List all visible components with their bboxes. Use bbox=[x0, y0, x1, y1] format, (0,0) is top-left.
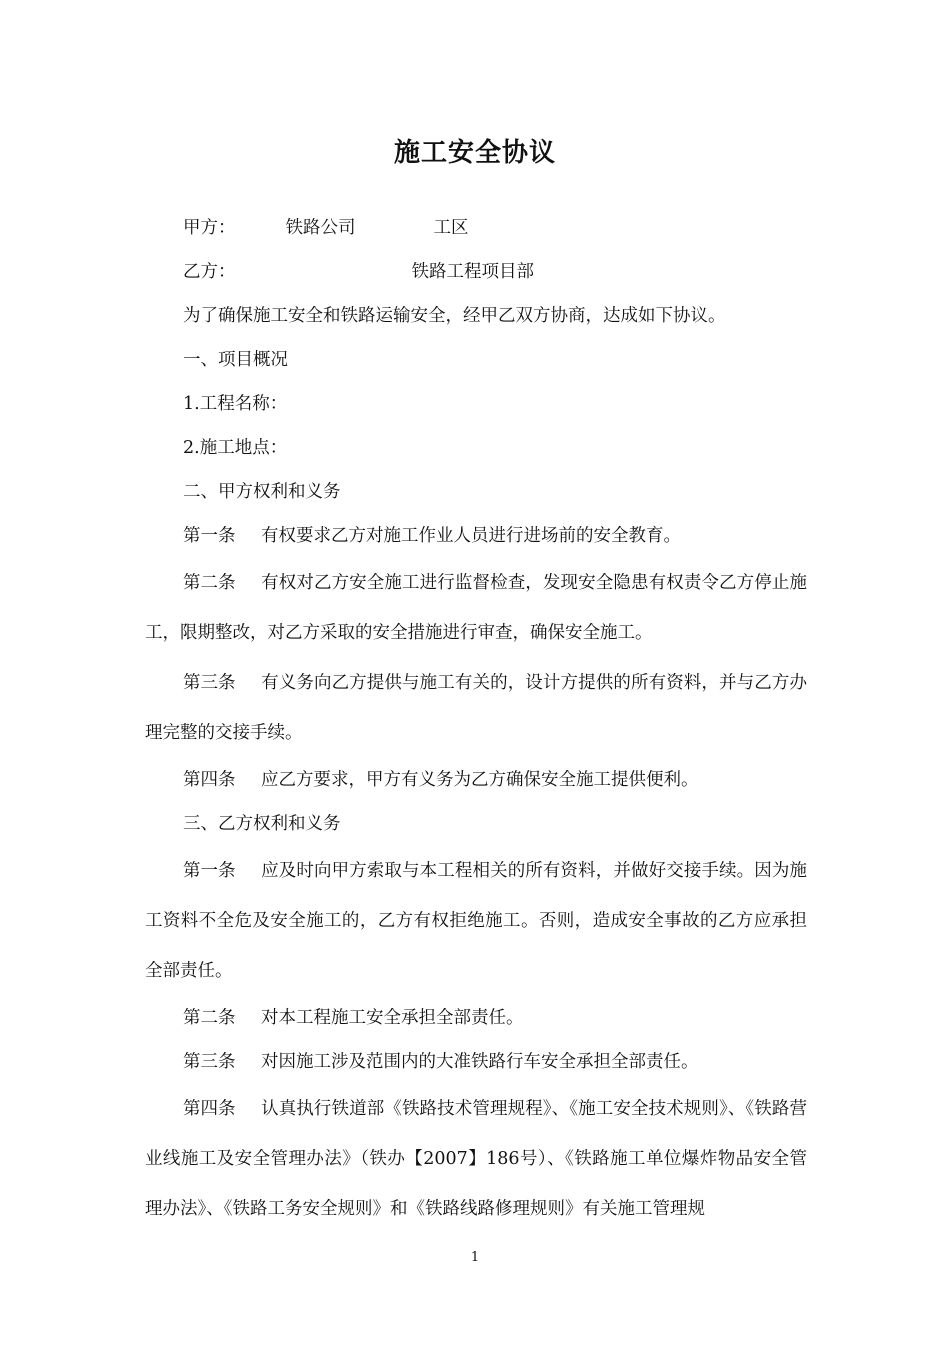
article-text: 有权要求乙方对施工作业人员进行进场前的安全教育。 bbox=[261, 526, 681, 546]
section2-article4 bbox=[145, 758, 807, 802]
section2-article3 bbox=[145, 658, 807, 758]
article-label: 第四条 bbox=[183, 1099, 236, 1119]
article-label: 第四条 bbox=[183, 770, 236, 790]
section3-article3 bbox=[145, 1040, 807, 1084]
party-b-name: 铁路工程项目部 bbox=[411, 262, 534, 282]
section2-article2 bbox=[145, 558, 807, 658]
article-label: 第三条 bbox=[183, 673, 236, 693]
article-label: 第一条 bbox=[183, 526, 236, 546]
article-text: 对因施工涉及范围内的大准铁路行车安全承担全部责任。 bbox=[261, 1052, 699, 1072]
article-label: 第二条 bbox=[183, 1008, 236, 1028]
section1-heading: 一、项目概况 bbox=[183, 350, 288, 370]
article-label: 第二条 bbox=[183, 573, 236, 593]
article-text: 认真执行铁道部《铁路技术管理规程》、《施工安全技术规则》、《铁路营业线施工及安全管理办法》（铁办【2007】186号）、《铁路施工单位爆炸物品安全管理办法》、《铁路工务安全规则》和《铁路线路修理规则》有关施工管理规 bbox=[145, 1099, 807, 1219]
article-text: 有义务向乙方提供与施工有关的，设计方提供的所有资料，并与乙方办理完整的交接手续。 bbox=[145, 673, 807, 743]
article-label: 第一条 bbox=[183, 861, 236, 881]
section3-heading: 三、乙方权利和义务 bbox=[183, 814, 341, 834]
project-name-item: 1.工程名称： bbox=[183, 394, 288, 414]
article-text: 应乙方要求，甲方有义务为乙方确保安全施工提供便利。 bbox=[261, 770, 699, 790]
party-b-label: 乙方： bbox=[183, 262, 236, 282]
document-title: 施工安全协议 bbox=[393, 138, 556, 168]
party-b-line bbox=[145, 250, 807, 294]
section3-article4 bbox=[145, 1084, 807, 1234]
section3-article2 bbox=[145, 996, 807, 1040]
page-number: 1 bbox=[470, 1250, 480, 1265]
article-text: 应及时向甲方索取与本工程相关的所有资料，并做好交接手续。因为施工资料不全危及安全施工的，乙方有权拒绝施工。否则，造成安全事故的乙方应承担全部责任。 bbox=[145, 861, 807, 981]
party-a-label: 甲方： bbox=[183, 218, 236, 238]
construction-site-item: 2.施工地点： bbox=[183, 438, 288, 458]
article-label: 第三条 bbox=[183, 1052, 236, 1072]
intro-paragraph: 为了确保施工安全和铁路运输安全，经甲乙双方协商，达成如下协议。 bbox=[183, 306, 726, 326]
section2-heading: 二、甲方权利和义务 bbox=[183, 482, 341, 502]
article-text: 对本工程施工安全承担全部责任。 bbox=[261, 1008, 524, 1028]
party-a-unit: 工区 bbox=[433, 218, 469, 238]
section3-article1 bbox=[145, 846, 807, 996]
document-body bbox=[145, 206, 807, 1234]
section2-article1 bbox=[145, 514, 807, 558]
article-text: 有权对乙方安全施工进行监督检查，发现安全隐患有权责令乙方停止施工，限期整改，对乙方采取的安全措施进行审查，确保安全施工。 bbox=[145, 573, 807, 643]
party-a-line bbox=[145, 206, 807, 250]
party-a-name: 铁路公司 bbox=[285, 218, 356, 238]
